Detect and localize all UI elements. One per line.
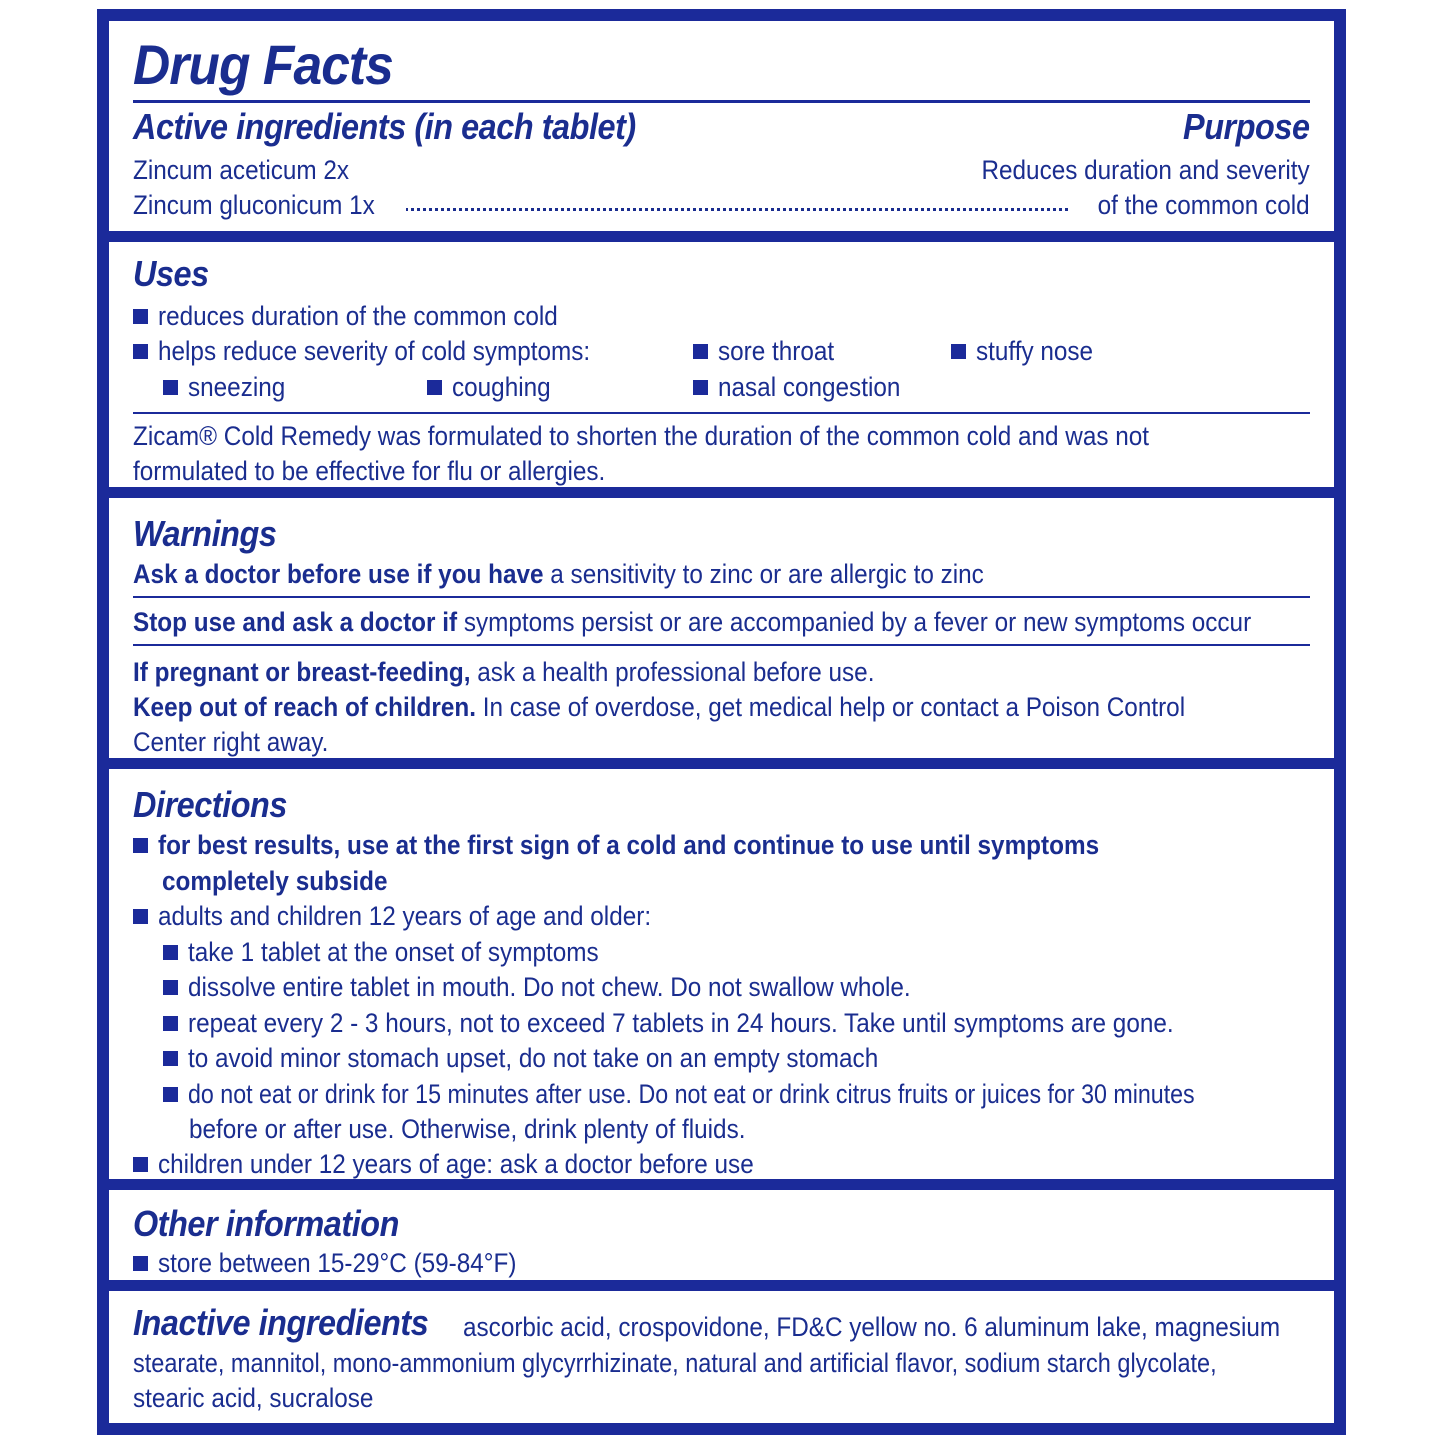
bullet-icon [951, 344, 966, 359]
list-item: nasal congestion [693, 369, 921, 405]
uses-note-line-1: Zicam® Cold Remedy was formulated to shorten the duration of the common cold and was not [133, 421, 1150, 451]
list-item: for best results, use at the first sign of a cold and continue to use until symptoms [133, 827, 1204, 863]
bullet-icon [133, 309, 148, 324]
purpose-heading: Purpose [1183, 106, 1310, 147]
ingredient-1: Zincum aceticum 2x [133, 155, 350, 185]
list-item: take 1 tablet at the onset of symptoms [163, 934, 644, 970]
directions-heading: Directions [133, 784, 287, 825]
bullet-icon [163, 1051, 178, 1066]
list-item: dissolve entire tablet in mouth. Do not chew. Do not swallow whole. [163, 969, 991, 1005]
bullet-icon [163, 380, 178, 395]
bullet-icon [133, 838, 148, 853]
bullet-icon [133, 344, 148, 359]
directions-panel [109, 769, 1334, 1179]
other-information-heading: Other information [133, 1203, 399, 1244]
inactive-line-3: stearic acid, sucralose [133, 1383, 374, 1413]
uses-panel [109, 242, 1334, 487]
list-item: helps reduce severity of cold symptoms: [133, 333, 638, 369]
warning-keep-out: Keep out of reach of children. In case of overdose, get medical help or contact a Poison Control [133, 692, 1186, 722]
purpose-line-2: of the common cold [1097, 190, 1310, 220]
inactive-line-1: ascorbic acid, crospovidone, FD&C yellow no. 6 aluminum lake, magnesium [463, 1312, 1281, 1342]
inactive-line-2: stearate, mannitol, mono-ammonium glycyrrhizinate, natural and artificial flavor, sodium starch glycolate, [133, 1348, 1217, 1378]
uses-note-line-2: formulated to be effective for flu or allergies. [133, 456, 606, 486]
list-item: sneezing [163, 369, 296, 405]
list-item: stuffy nose [951, 333, 1106, 369]
leader-dots [405, 208, 1074, 211]
warning-stop-use: Stop use and ask a doctor if symptoms persist or are accompanied by a fever or new symptoms occur [133, 607, 1252, 637]
inactive-ingredients-panel [109, 1291, 1334, 1423]
ingredient-2: Zincum gluconicum 1x [133, 190, 375, 220]
list-item: to avoid minor stomach upset, do not take on an empty stomach [163, 1040, 955, 1076]
other-information-panel [109, 1190, 1334, 1280]
warnings-panel [109, 498, 1334, 758]
warnings-heading: Warnings [133, 513, 277, 554]
list-item: adults and children 12 years of age and older: [133, 898, 706, 934]
divider [133, 644, 1310, 646]
page-title: Drug Facts [133, 33, 393, 96]
warning-pregnant: If pregnant or breast-feeding, ask a health professional before use. [133, 657, 875, 687]
bullet-icon [693, 380, 708, 395]
bullet-icon [163, 945, 178, 960]
list-item: store between 15-29°C (59-84°F) [133, 1245, 556, 1281]
divider [133, 596, 1310, 598]
uses-heading: Uses [133, 253, 209, 294]
bullet-icon [427, 380, 442, 395]
directions-best-cont: completely subside [162, 866, 388, 896]
list-item: reduces duration of the common cold [133, 298, 602, 334]
list-item: sore throat [693, 333, 847, 369]
active-ingredients-heading: Active ingredients (in each tablet) [133, 106, 636, 147]
title-rule [133, 100, 1310, 103]
directions-sub-cont: before or after use. Otherwise, drink plenty of fluids. [189, 1114, 746, 1144]
bullet-icon [133, 1157, 148, 1172]
active-ingredients-panel [109, 21, 1334, 231]
inactive-ingredients-heading: Inactive ingredients [133, 1302, 429, 1343]
list-item: children under 12 years of age: ask a doctor before use [133, 1146, 820, 1182]
list-item: do not eat or drink for 15 minutes after use. Do not eat or drink citrus fruits or juices for 30 minutes [163, 1076, 1359, 1112]
purpose-line-1: Reduces duration and severity [981, 155, 1310, 185]
warning-keep-out-cont: Center right away. [133, 727, 329, 757]
drug-facts-frame [97, 9, 1346, 1435]
bullet-icon [693, 344, 708, 359]
bullet-icon [133, 909, 148, 924]
list-item: coughing [427, 369, 562, 405]
bullet-icon [163, 1087, 178, 1102]
warning-ask-doctor: Ask a doctor before use if you have a sensitivity to zinc or are allergic to zinc [133, 559, 984, 589]
divider [133, 412, 1310, 414]
list-item: repeat every 2 - 3 hours, not to exceed 7 tablets in 24 hours. Take until symptoms are gone. [163, 1005, 1283, 1041]
bullet-icon [163, 980, 178, 995]
bullet-icon [133, 1256, 148, 1271]
bullet-icon [163, 1016, 178, 1031]
